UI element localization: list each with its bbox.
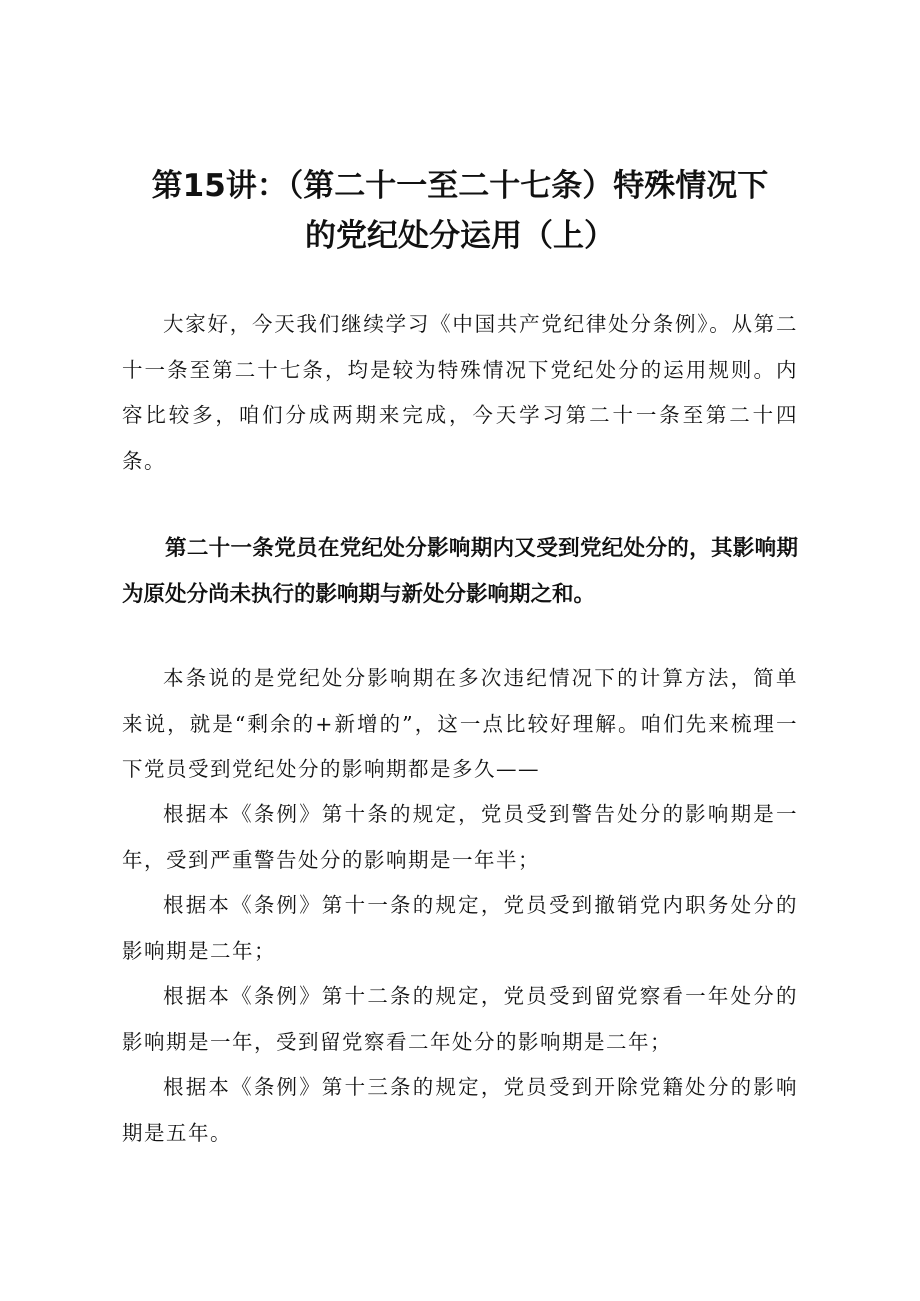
rule-paragraph-article-13: 根据本《条例》第十三条的规定，党员受到开除党籍处分的影响期是五年。 [122,1075,798,1145]
explanation-paragraph: 本条说的是党纪处分影响期在多次违纪情况下的计算方法，简单来说，就是“剩余的+新增的”，这一点比较好理解。咱们先来梳理一下党员受到党纪处分的影响期都是多久—— [122,666,798,781]
article-21-text: 第二十一条党员在党纪处分影响期内又受到党纪处分的，其影响期为原处分尚未执行的影响期与新处分影响期之和。 [122,536,798,607]
title-line-1: 第15讲：（第二十一至二十七条）特殊情况下 [151,168,769,204]
rule-paragraph-article-10: 根据本《条例》第十条的规定，党员受到警告处分的影响期是一年，受到严重警告处分的影响期是一年半； [122,802,798,872]
rule-paragraph-article-11: 根据本《条例》第十一条的规定，党员受到撤销党内职务处分的影响期是二年； [122,893,798,963]
page-title [120,161,800,261]
title-line-2: 的党纪处分运用（上） [305,218,615,254]
rule-paragraph-article-12: 根据本《条例》第十二条的规定，党员受到留党察看一年处分的影响期是一年，受到留党察看二年处分的影响期是二年； [122,984,798,1054]
intro-paragraph: 大家好，今天我们继续学习《中国共产党纪律处分条例》。从第二十一条至第二十七条，均是较为特殊情况下党纪处分的运用规则。内容比较多，咱们分成两期来完成，今天学习第二十一条至第二十四条。 [122,312,798,473]
